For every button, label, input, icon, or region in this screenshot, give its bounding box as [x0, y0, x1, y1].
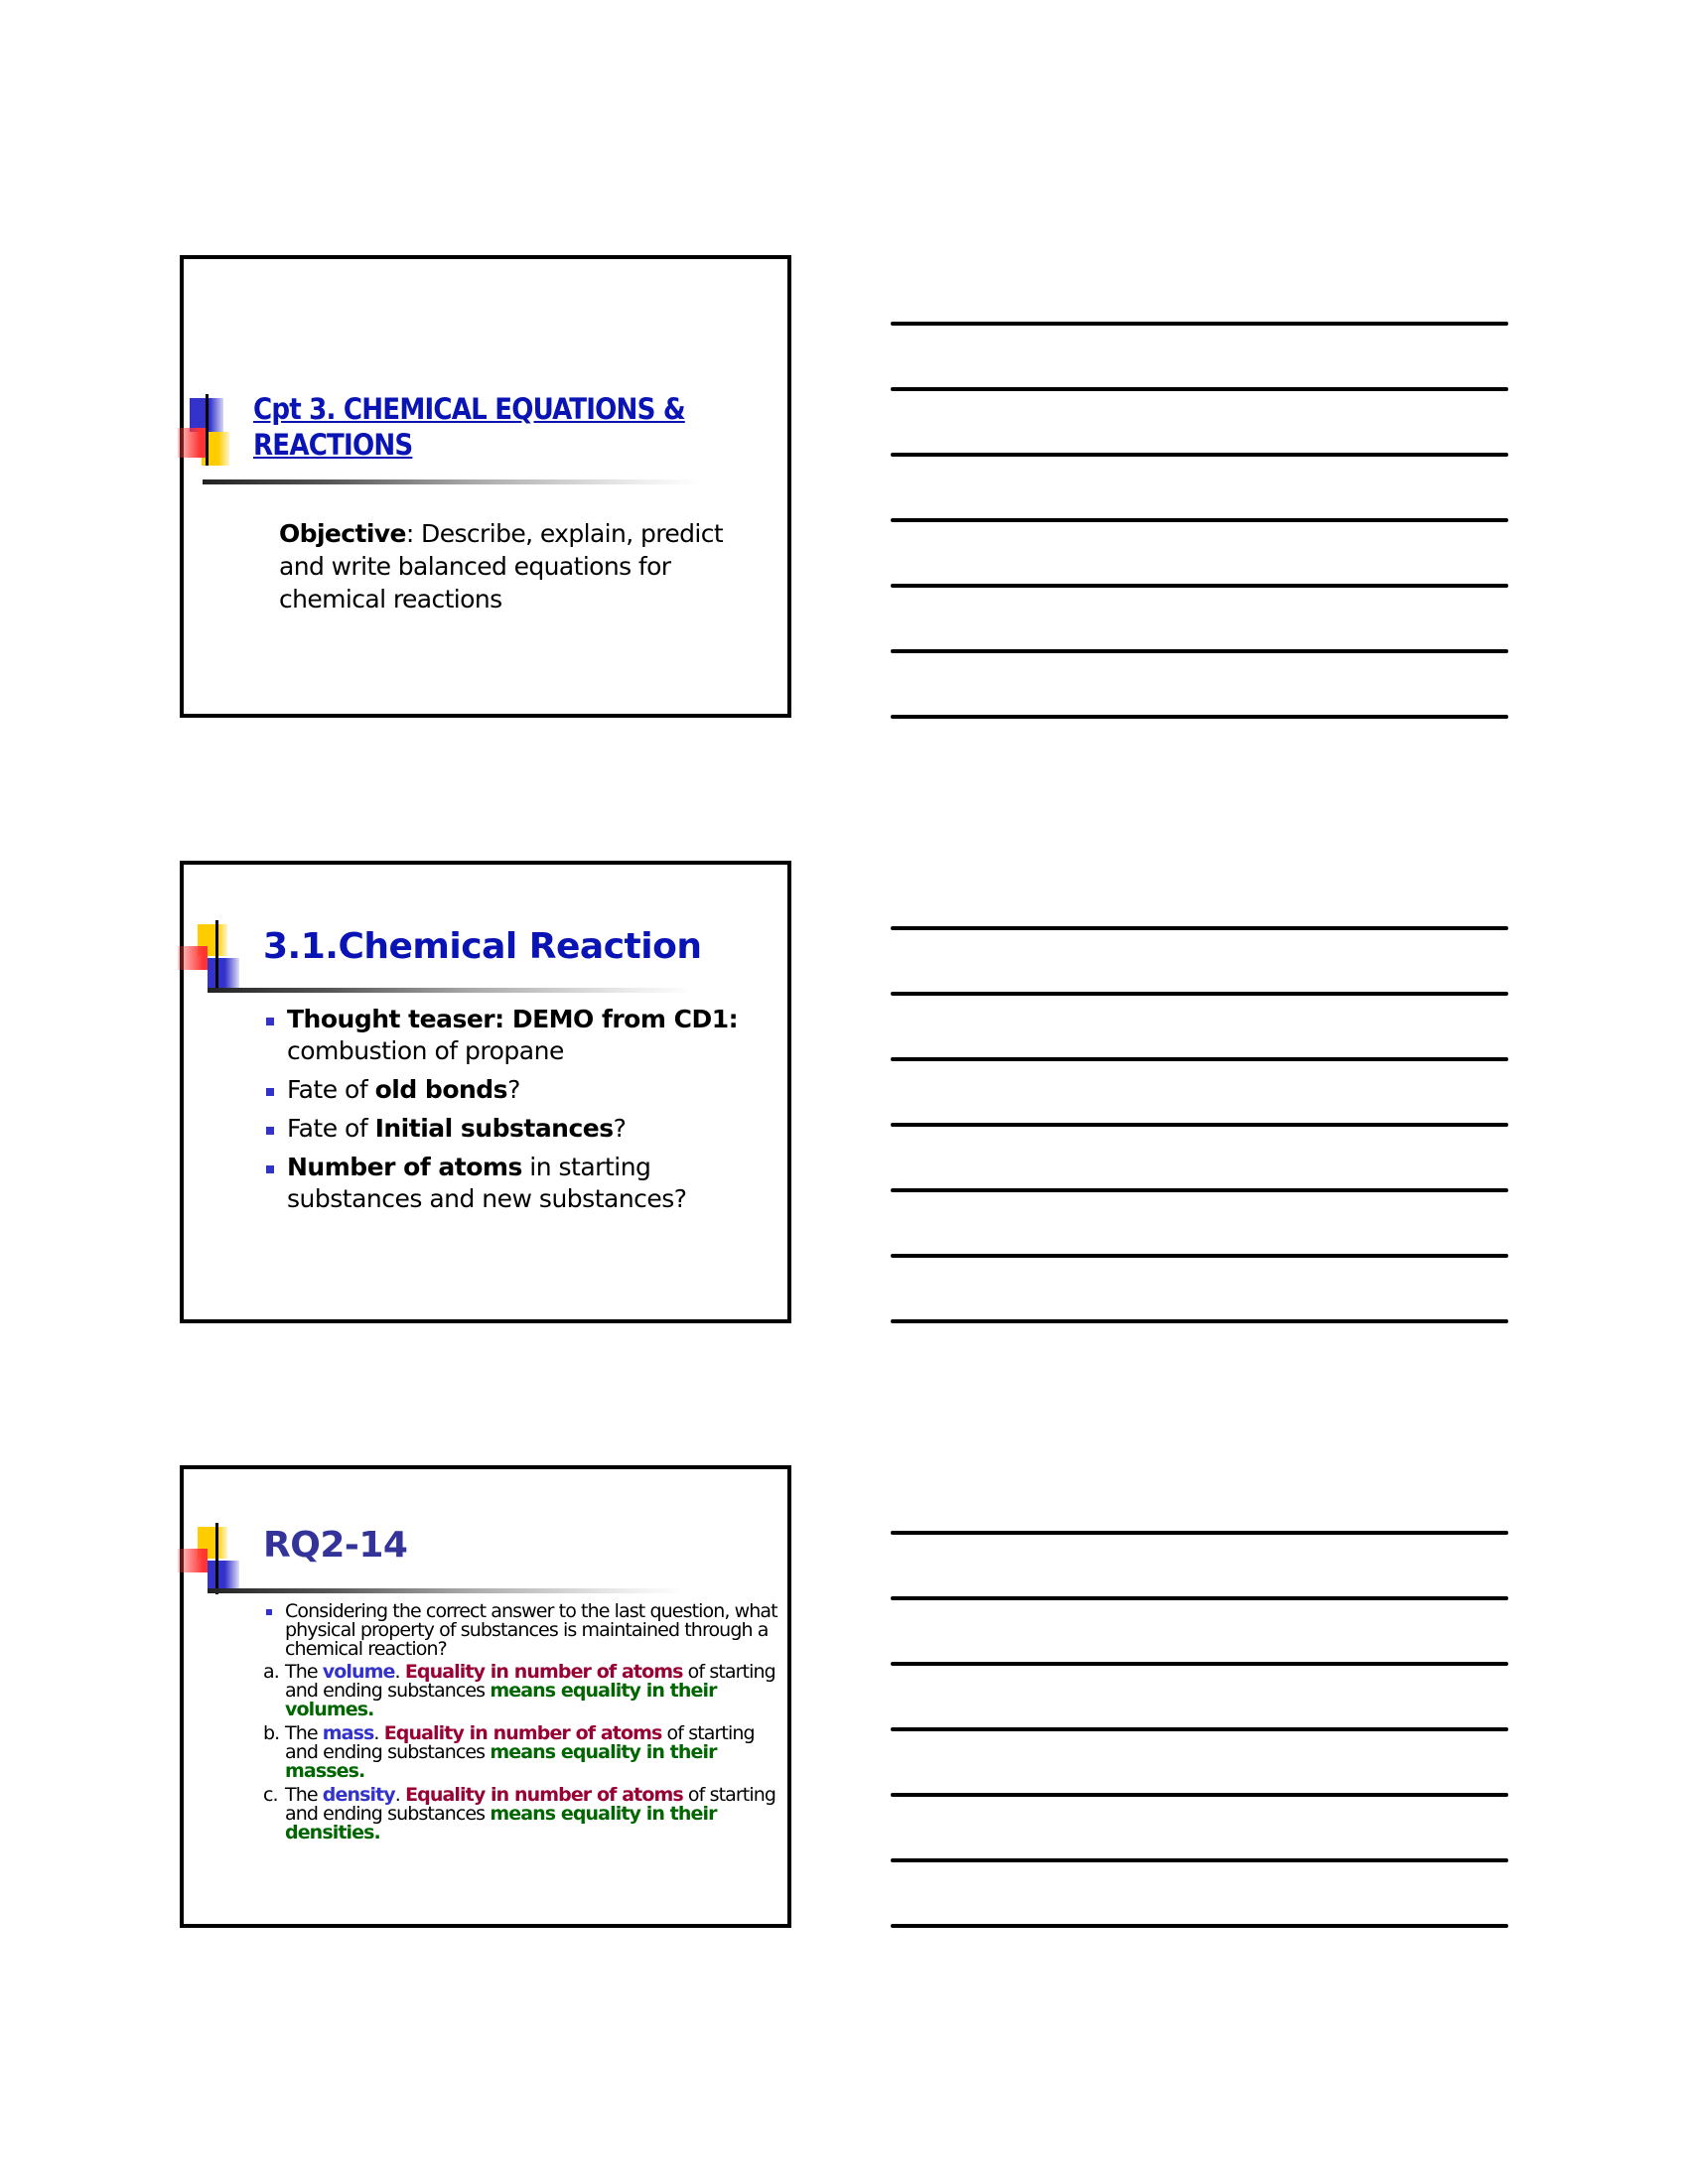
- option-text: of starting and ending substances: [285, 1722, 755, 1763]
- slide-title: 3.1.Chemical Reaction: [263, 926, 702, 967]
- notes-line: [891, 1057, 1508, 1061]
- option-text: .: [373, 1722, 384, 1744]
- notes-line: [891, 1123, 1508, 1127]
- bullet-text: Fate of: [287, 1075, 375, 1104]
- notes-line: [891, 1858, 1508, 1862]
- question-text: [263, 1602, 779, 1659]
- notes-line: [891, 1188, 1508, 1192]
- notes-line: [891, 1531, 1508, 1535]
- notes-line: [891, 1924, 1508, 1928]
- notes-line: [891, 649, 1508, 653]
- notes-line: [891, 1596, 1508, 1600]
- option-text: The: [285, 1784, 323, 1806]
- title-rule: [208, 988, 694, 993]
- option-text: of starting and ending substances: [285, 1784, 776, 1825]
- slide-title: RQ2-14: [263, 1525, 408, 1566]
- option-text: of starting and ending substances: [285, 1661, 775, 1702]
- notes-line: [891, 387, 1508, 391]
- option-label: c.: [263, 1784, 278, 1806]
- bullet-text: combustion of propane: [287, 1036, 564, 1065]
- title-rule: [208, 1588, 684, 1593]
- option-equality: Equality in number of atoms: [405, 1784, 683, 1806]
- bullet-item: [263, 1004, 770, 1067]
- slide-logo-icon: [180, 398, 249, 468]
- notes-line: [891, 1662, 1508, 1666]
- answer-option-a: [263, 1663, 779, 1719]
- bullet-bold-text: Initial substances: [374, 1114, 614, 1143]
- slide-logo-icon: [180, 924, 249, 994]
- slide-logo-icon: [180, 1527, 249, 1596]
- option-equality: Equality in number of atoms: [383, 1722, 662, 1744]
- objective-body: : Describe, explain, predict and write balanced equations for chemical reactions: [279, 519, 724, 614]
- option-conclusion: means equality in their volumes.: [285, 1680, 717, 1720]
- option-conclusion: means equality in their densities.: [285, 1803, 717, 1843]
- notes-line: [891, 715, 1508, 719]
- notes-line: [891, 1254, 1508, 1258]
- answer-option-c: [263, 1786, 779, 1843]
- bullet-bold-text: old bonds: [374, 1075, 508, 1104]
- bullet-item: [263, 1113, 770, 1145]
- question-block: [263, 1602, 779, 1847]
- option-text: The: [285, 1661, 323, 1683]
- title-rule: [203, 479, 699, 484]
- notes-line: [891, 926, 1508, 930]
- notes-line: [891, 1793, 1508, 1797]
- option-label: b.: [263, 1722, 280, 1744]
- option-text: .: [394, 1661, 405, 1683]
- option-property: density: [322, 1784, 395, 1806]
- bullet-square-icon: [266, 1088, 274, 1096]
- bullet-bold-text: Thought teaser: DEMO from CD1:: [287, 1005, 739, 1033]
- slide-3: [180, 1465, 791, 1928]
- bullet-square-icon: [266, 1018, 274, 1025]
- option-property: mass: [322, 1722, 374, 1744]
- option-property: volume: [322, 1661, 395, 1683]
- bullet-text: in starting substances and new substances?: [287, 1153, 687, 1213]
- notes-line: [891, 322, 1508, 326]
- objective-text: [279, 517, 736, 615]
- bullet-text: ?: [507, 1075, 520, 1104]
- bullet-list: [263, 1004, 770, 1222]
- bullet-square-icon: [266, 1127, 274, 1135]
- option-label: a.: [263, 1661, 279, 1683]
- answer-option-b: [263, 1724, 779, 1781]
- notes-line: [891, 518, 1508, 522]
- bullet-item: [263, 1152, 770, 1215]
- slide-2: [180, 861, 791, 1323]
- slide-title: Cpt 3. CHEMICAL EQUATIONS & REACTIONS: [253, 392, 685, 462]
- notes-line: [891, 584, 1508, 588]
- notes-line: [891, 453, 1508, 457]
- notes-line: [891, 1319, 1508, 1323]
- slide-1: [180, 255, 791, 718]
- objective-label: Objective: [279, 519, 406, 548]
- bullet-text: Fate of: [287, 1114, 375, 1143]
- notes-line: [891, 1727, 1508, 1731]
- question-body: Considering the correct answer to the last question, what physical property of substances is maintained through a chemical reaction?: [285, 1600, 777, 1660]
- option-text: .: [394, 1784, 406, 1806]
- bullet-square-icon: [266, 1165, 274, 1173]
- option-conclusion: means equality in their masses.: [285, 1741, 717, 1782]
- bullet-item: [263, 1074, 770, 1106]
- notes-line: [891, 992, 1508, 996]
- option-equality: Equality in number of atoms: [404, 1661, 683, 1683]
- bullet-text: ?: [613, 1114, 627, 1143]
- bullet-bold-text: Number of atoms: [287, 1153, 522, 1181]
- option-text: The: [285, 1722, 323, 1744]
- bullet-square-icon: [266, 1609, 272, 1615]
